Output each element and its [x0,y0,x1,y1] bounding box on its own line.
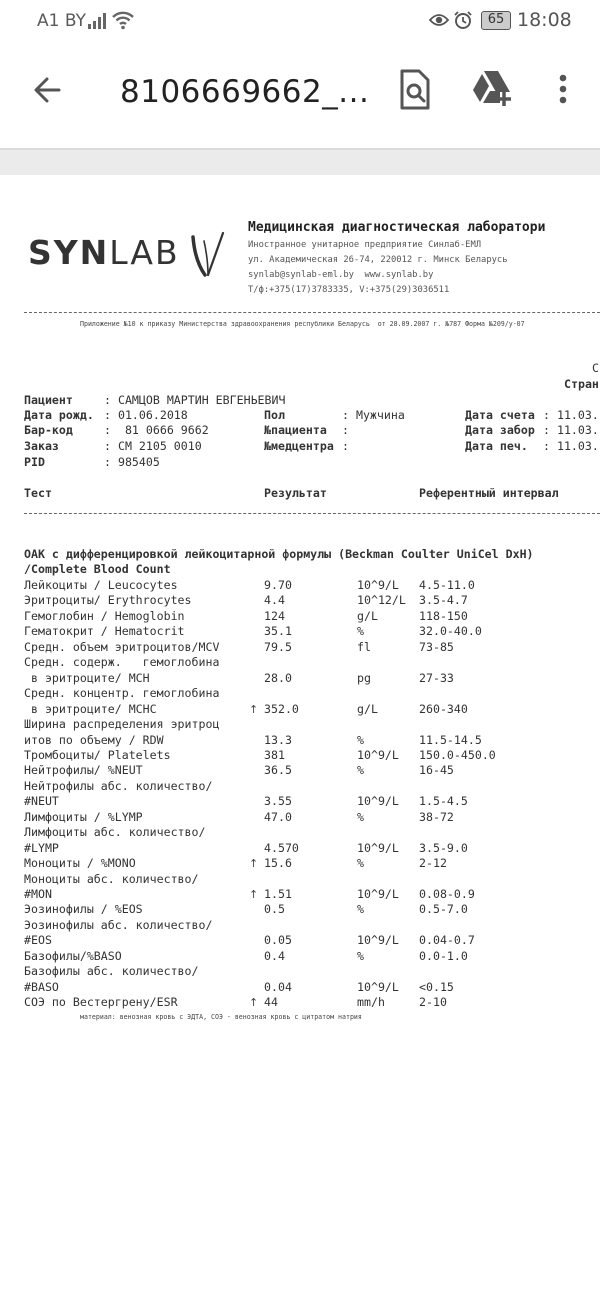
row-reference: 3.5-4.7 [419,593,468,608]
lab-line-3: synlab@synlab-eml.by www.synlab.by [248,270,434,280]
order-note: Приложение №10 к приказу Министерства здравоохранения республики Беларусь от 28.09.2007 г. №787 Форма №209/у-07 [80,320,525,328]
section-subtitle: /Complete Blood Count [24,562,171,576]
row-unit: 10^9/L [357,840,399,855]
value-print-date: : 11.03. [543,439,599,453]
lab-line-4: Т/ф:+375(17)3783335, V:+375(29)3036511 [248,285,450,295]
row-unit: fl [357,639,371,654]
row-reference: 11.5-14.5 [419,732,482,747]
row-flag-icon: ↑ [249,888,259,901]
row-flag-icon: ↑ [249,996,259,1010]
label-medcenter: №медцентра [264,439,334,453]
page-label: Стран [564,377,599,391]
row-reference: 16-45 [419,763,454,778]
more-vert-icon[interactable] [552,70,574,110]
app-bar [0,42,600,148]
row-test-name: Эозинофилы абс. количество/ [24,917,213,932]
arrow-back-icon[interactable] [28,70,68,110]
row-result: 35.1 [264,624,292,639]
row-unit: 10^9/L [357,794,399,809]
row-result: 9.70 [264,578,292,592]
row-reference: 150.0-450.0 [419,747,496,762]
row-reference: 0.5-7.0 [419,902,468,917]
row-reference: 0.04-0.7 [419,933,475,948]
material-note: материал: венозная кровь с ЭДТА, СОЭ - венозная кровь с цитратом натрия [80,1012,362,1021]
row-unit: 10^9/L [357,747,399,762]
value-patient-no: : [342,423,349,437]
row-test-name: в эритроците/ MCHC [24,701,157,716]
column-test: Тест [24,486,52,500]
row-test-name: итов по объему / RDW [24,732,164,747]
row-result: 0.5 [264,902,285,917]
row-flag-icon: ↑ [249,702,259,716]
row-test-name: Базофилы/%BASO [24,948,122,963]
eye-icon [429,12,449,28]
value-sex: : Мужчина [342,408,405,422]
row-unit: 10^12/L [357,593,406,608]
row-test-name: СОЭ по Вестергрену/ESR [24,995,178,1010]
row-result: 44 [264,995,278,1010]
row-test-name: Нейтрофилы абс. количество/ [24,778,213,793]
synlab-mark-icon [190,231,226,279]
row-result: 15.6 [264,856,292,871]
add-to-drive-icon[interactable] [470,68,514,108]
document-gutter [0,150,600,175]
row-reference: 0.08-0.9 [419,887,475,901]
row-reference: 0.0-1.0 [419,948,468,963]
page-c: С [592,361,599,375]
row-result: 352.0 [264,701,299,716]
columns-divider [24,513,600,514]
find-in-page-icon[interactable] [394,68,434,112]
lab-line-2: ул. Академическая 26-74, 220012 г. Минск Беларусь [248,255,508,265]
row-test-name: Эритроциты/ Erythrocytes [24,593,192,608]
carrier-label: A1 BY [37,11,86,31]
logo-text-light: LAB [109,233,180,272]
row-unit: % [357,856,364,871]
label-dob: Дата рожд. [24,408,94,422]
row-unit: g/L [357,701,378,716]
row-test-name: #LYMP [24,840,59,855]
row-result: 47.0 [264,809,292,824]
row-test-name: #EOS [24,933,52,948]
alarm-icon [453,10,473,30]
row-unit: 10^9/L [357,887,399,901]
value-medcenter: : [342,439,349,453]
row-test-name: Моноциты абс. количество/ [24,871,199,886]
row-test-name: Средн. объем эритроцитов/MCV [24,639,220,654]
row-reference: 260-340 [419,701,468,716]
value-order: : СМ 2105 0010 [104,439,202,453]
value-pid: : 985405 [104,455,160,469]
row-test-name: Гематокрит / Hematocrit [24,624,185,639]
row-result: 3.55 [264,794,292,809]
label-order: Заказ [24,439,59,453]
row-reference: 118-150 [419,608,468,623]
row-test-name: в эритроците/ MCH [24,670,150,685]
row-unit: g/L [357,608,378,623]
row-unit: % [357,763,364,778]
lab-line-1: Иностранное унитарное предприятие Синлаб-ЕМЛ [248,240,482,250]
row-result: 1.51 [264,887,292,901]
row-unit: % [357,732,364,747]
row-unit: % [357,624,364,639]
row-test-name: #BASO [24,979,59,994]
clock: 18:08 [517,9,572,31]
row-test-name: Нейтрофилы/ %NEUT [24,763,143,778]
logo-text-bold: SYN [28,233,110,272]
row-reference: 38-72 [419,809,454,824]
section-title: ОАК с дифференцировкой лейкоцитарной формулы (Beckman Coulter UniCel DxH) [24,547,534,561]
column-result: Результат [264,486,327,500]
row-test-name: #NEUT [24,794,59,809]
row-reference: 2-12 [419,856,447,871]
row-unit: 10^9/L [357,979,399,994]
row-result: 381 [264,747,285,762]
row-result: 0.4 [264,948,285,963]
battery-indicator: 65 [481,11,511,30]
row-unit: pg [357,670,371,685]
row-reference: 1.5-4.5 [419,794,468,809]
row-test-name: Гемоглобин / Hemoglobin [24,608,185,623]
row-test-name: Лимфоциты абс. количество/ [24,825,206,840]
row-reference: 73-85 [419,639,454,654]
row-result: 79.5 [264,639,292,654]
row-unit: % [357,948,364,963]
column-reference: Референтный интервал [419,486,559,500]
row-test-name: Лимфоциты / %LYMP [24,809,143,824]
value-patient: : САМЦОВ МАРТИН ЕВГЕНЬЕВИЧ [104,393,286,407]
row-unit: 10^9/L [357,578,399,592]
row-test-name: Средн. концентр. гемоглобина [24,686,220,701]
row-test-name: Моноциты / %MONO [24,856,136,871]
value-barcode: : 81 0666 9662 [104,423,209,437]
row-test-name: Лейкоциты / Leucocytes [24,578,178,592]
value-dob: : 01.06.2018 [104,408,188,422]
row-reference: 4.5-11.0 [419,578,475,592]
row-test-name: Базофилы абс. количество/ [24,964,199,979]
document-page[interactable] [0,175,600,1299]
label-collect-date: Дата забор [465,423,535,437]
row-result: 4.570 [264,840,299,855]
row-result: 28.0 [264,670,292,685]
row-unit: % [357,809,364,824]
row-result: 4.4 [264,593,285,608]
label-barcode: Бар-код [24,423,73,437]
row-unit: % [357,902,364,917]
row-test-name: Ширина распределения эритроц [24,717,220,732]
cell-signal-icon [88,12,108,29]
row-unit: 10^9/L [357,933,399,948]
row-reference: 2-10 [419,995,447,1010]
label-patient: Пациент [24,393,73,407]
row-reference: <0.15 [419,979,454,994]
label-invoice-date: Дата счета [465,408,535,422]
row-test-name: Эозинофилы / %EOS [24,902,143,917]
label-patient-no: №пациента [264,423,327,437]
row-test-name: #MON [24,887,52,901]
row-reference: 32.0-40.0 [419,624,482,639]
value-collect-date: : 11.03. [543,423,599,437]
status-bar [0,0,600,42]
row-reference: 3.5-9.0 [419,840,468,855]
row-test-name: Тромбоциты/ Platelets [24,747,171,762]
row-unit: mm/h [357,995,385,1010]
label-print-date: Дата печ. [465,439,528,453]
synlab-logo [28,233,180,272]
row-test-name: Средн. содерж. гемоглобина [24,655,220,670]
document-title: 8106669662_... [120,74,370,110]
header-divider [24,312,600,313]
row-result: 124 [264,608,285,623]
row-reference: 27-33 [419,670,454,685]
row-result: 13.3 [264,732,292,747]
wifi-icon [112,10,134,30]
row-result: 0.05 [264,933,292,948]
label-pid: PID [24,455,45,469]
row-result: 36.5 [264,763,292,778]
value-invoice-date: : 11.03. [543,408,599,422]
row-flag-icon: ↑ [249,857,259,871]
label-sex: Пол [264,408,285,422]
row-result: 0.04 [264,979,292,994]
lab-name: Медицинская диагностическая лаборатори [248,220,546,235]
